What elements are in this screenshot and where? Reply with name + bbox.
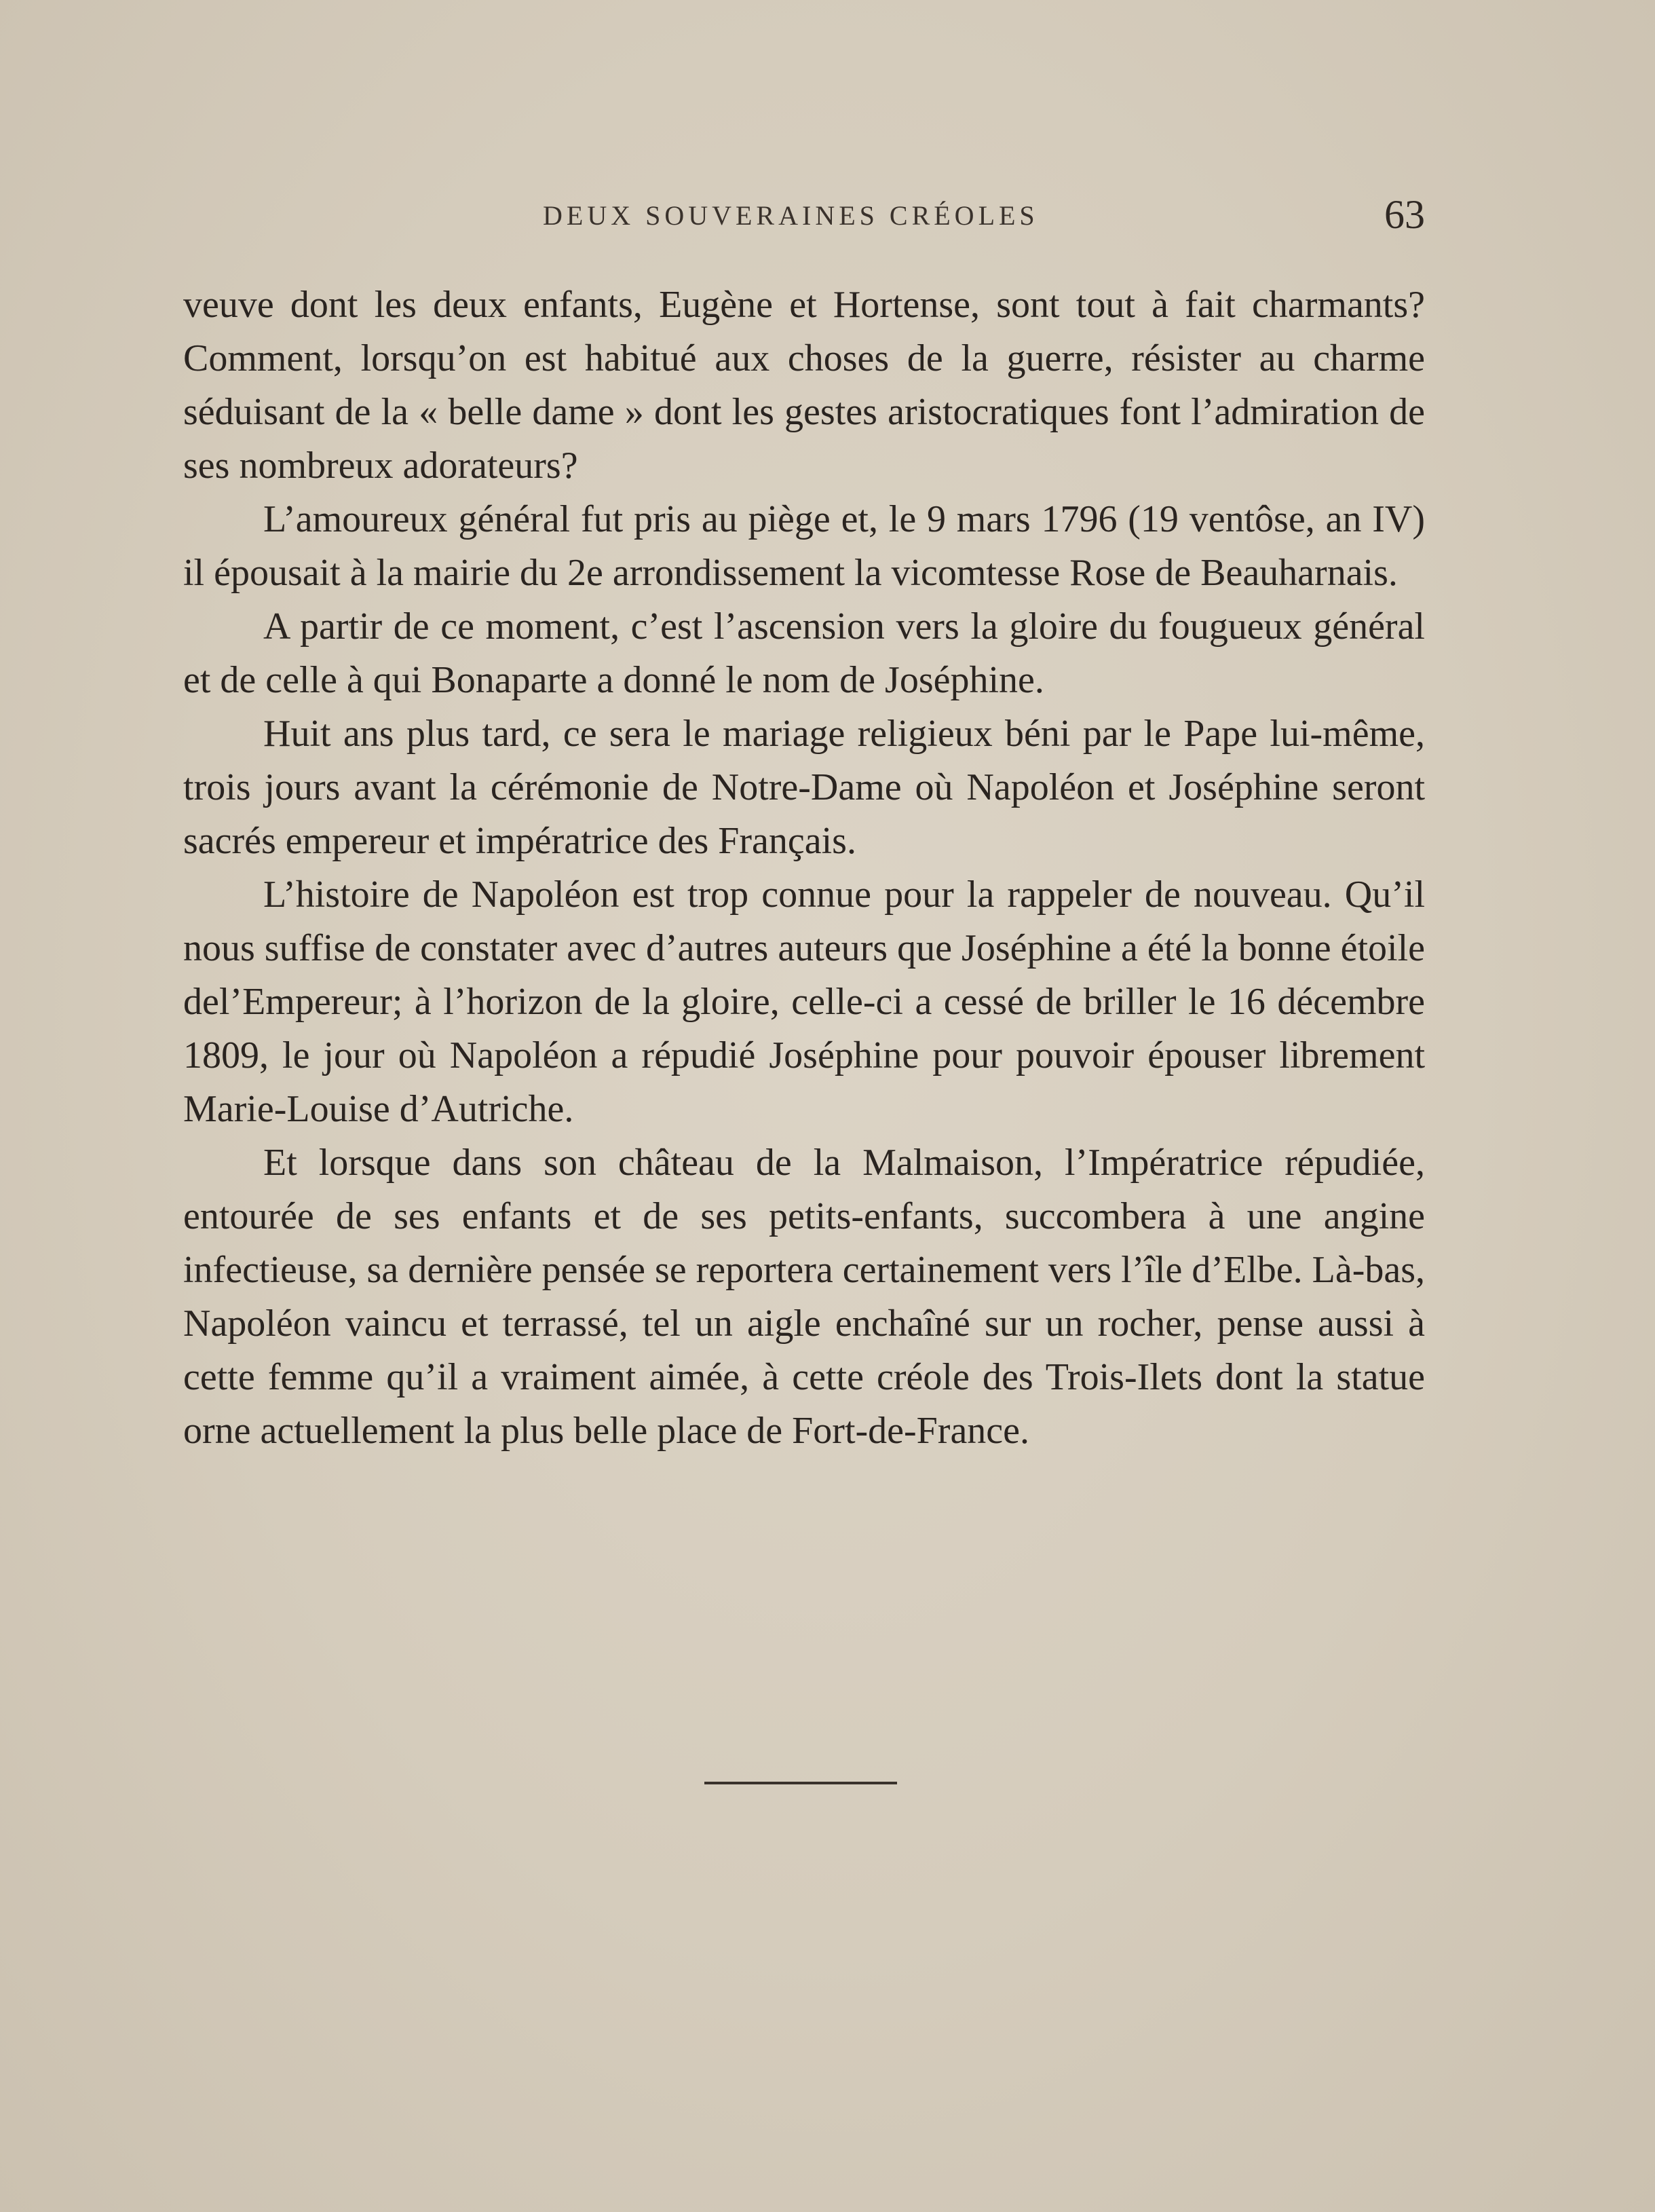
paragraph-marriage: L’amoureux général fut pris au piège et, le 9 mars 1796 (19 ventôse, an IV) il épousait à la mairie du 2e arrondissement la vicomtesse Rose de Beauharnais. (183, 498, 1425, 594)
body-text (183, 278, 1425, 1458)
running-head-title: DEUX SOUVERAINES CRÉOLES (543, 200, 1039, 231)
paragraph-history: L’histoire de Napoléon est trop connue pour la rappeler de nouveau. Qu’il nous suffise de constater avec d’autres auteurs que Joséphine a été la bonne étoile del’Empereur; à l’horizon de la gloire, celle-ci a cessé de briller le 16 décembre 1809, le jour où Napoléon a répudié Joséphine pour pouvoir épouser librement Marie-Louise d’Autriche. (183, 874, 1425, 1130)
paragraph-religious-marriage: Huit ans plus tard, ce sera le mariage religieux béni par le Pape lui-même, trois jours avant la cérémonie de Notre-Dame où Napoléon et Joséphine seront sacrés empereur et impératrice des Français. (183, 713, 1425, 862)
paragraph-continuation: veuve dont les deux enfants, Eugène et Hortense, sont tout à fait charmants? Comment, lorsqu’on est habitué aux choses de la guerre, résister au charme séduisant de la « belle dame » dont les gestes aristocratiques font l’admiration de ses nombreux adorateurs? (183, 284, 1425, 487)
paragraph-malmaison: Et lorsque dans son château de la Malmaison, l’Impératrice répudiée, entourée de ses enfants et de ses petits-enfants, succombera à une angine infectieuse, sa dernière pensée se reportera certainement vers l’île d’Elbe. Là-bas, Napoléon vaincu et terrassé, tel un aigle enchaîné sur un rocher, pense aussi à cette femme qu’il a vraiment aimée, à cette créole des Trois-Ilets dont la statue orne actuellement la plus belle place de Fort-de-France. (183, 1142, 1425, 1452)
running-head (183, 191, 1425, 246)
paragraph-ascension: A partir de ce moment, c’est l’ascension vers la gloire du fougueux général et de celle à qui Bonaparte a donné le nom de Joséphine. (183, 605, 1425, 701)
page-number: 63 (1384, 192, 1425, 237)
end-rule (704, 1782, 897, 1784)
